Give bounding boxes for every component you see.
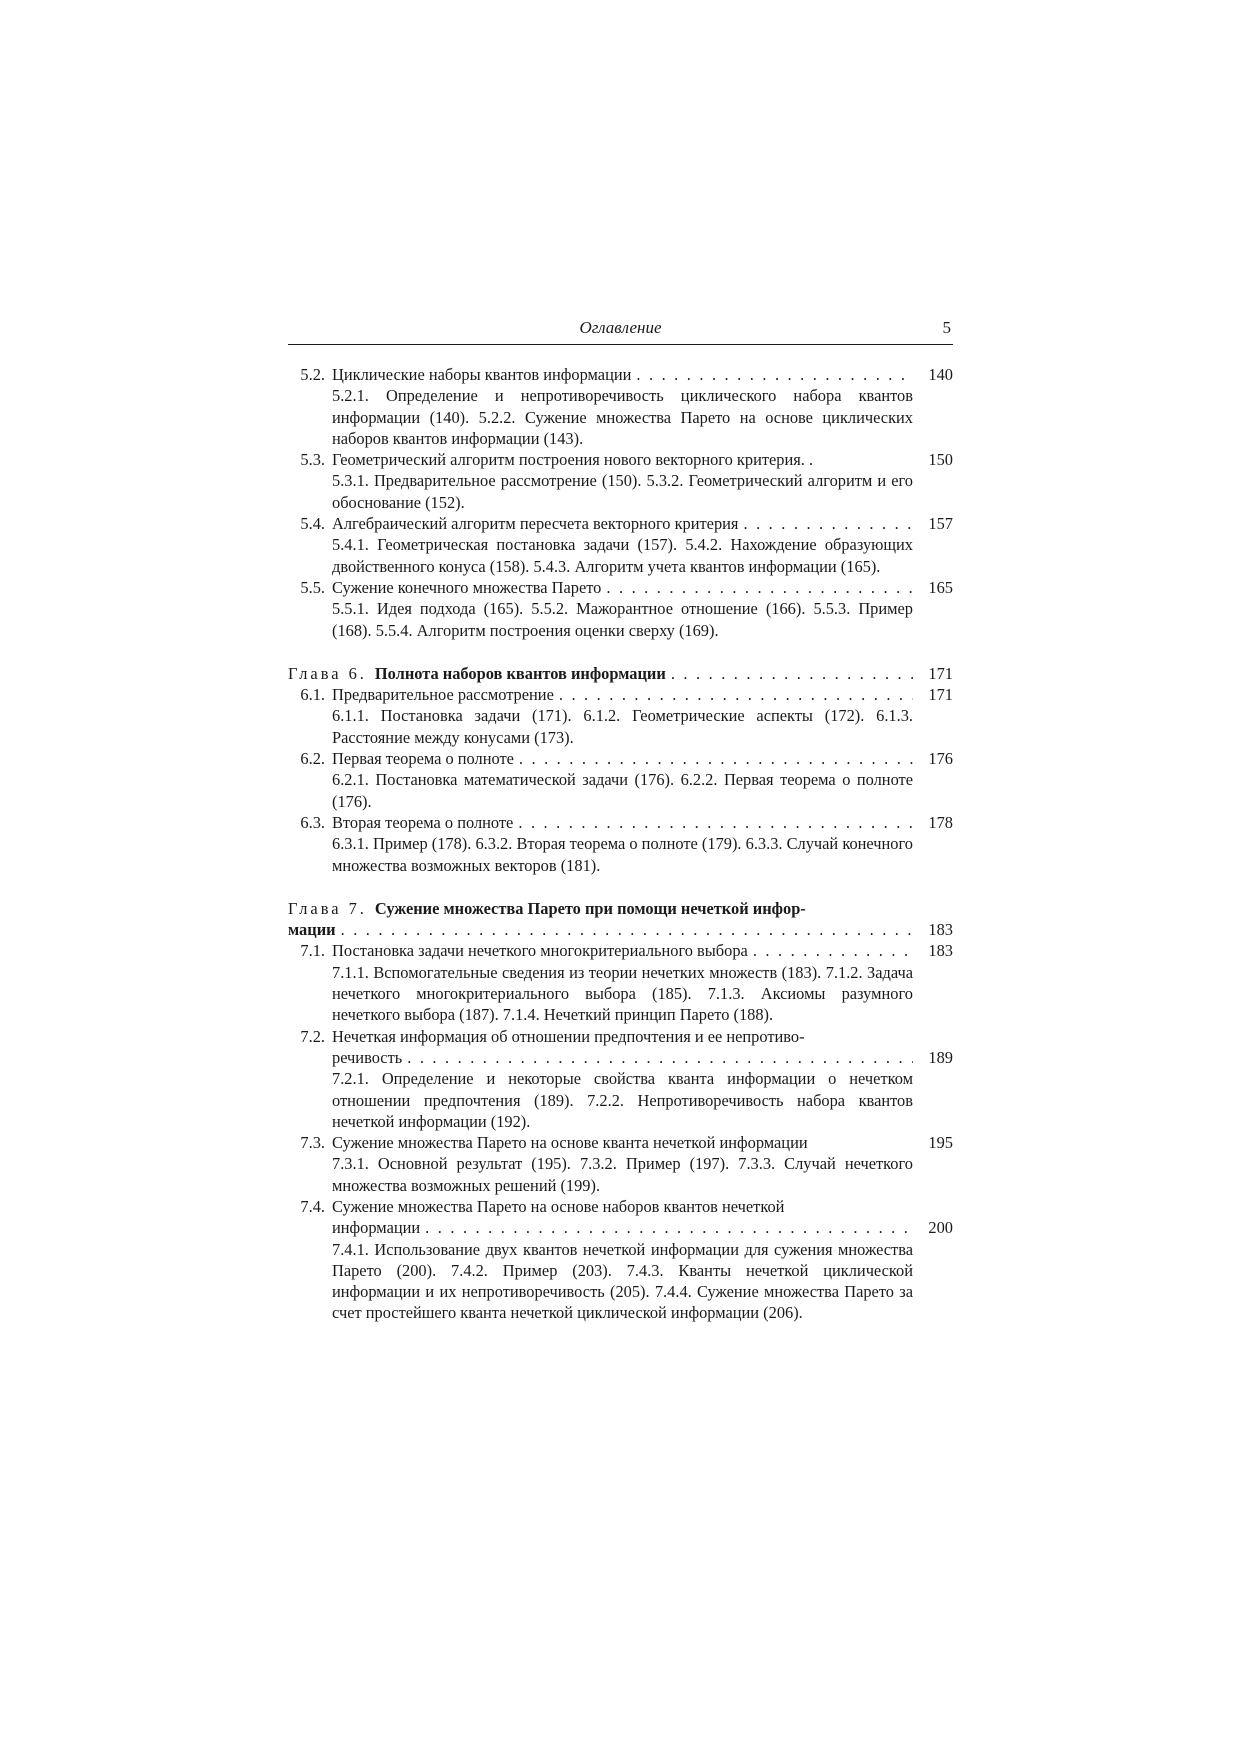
section-number: 6.1. xyxy=(300,685,325,705)
section-number: 5.5. xyxy=(300,577,325,597)
section-page: 183 xyxy=(928,941,953,961)
subsection-list: 7.1.1. Вспомогательные сведения из теории нечетких множеств (183). 7.1.2. Задача нечеткого многокритериального выбора (185). 7.1.3. Аксиомы разумного нечеткого выбора (187). 7.1.4. Нечеткий принцип Парето (188). xyxy=(332,962,913,1025)
section-page: 165 xyxy=(928,577,953,597)
section-title-line2: речивость xyxy=(332,1047,403,1067)
subsection-list: 6.1.1. Постановка задачи (171). 6.1.2. Геометрические аспекты (172). 6.1.3. Расстояние между конусами (173). xyxy=(332,706,913,747)
chapter-title-line2: мации xyxy=(288,920,336,940)
subsection-list: 5.5.1. Идея подхода (165). 5.5.2. Мажорантное отношение (166). 5.5.3. Пример (168). 5.5.4. Алгоритм построения оценки сверху (169). xyxy=(332,599,913,640)
section-title: Постановка задачи нечеткого многокритериального выбора xyxy=(332,941,748,961)
section-title: Алгебраический алгоритм пересчета векторного критерия xyxy=(332,514,739,534)
section-page: 200 xyxy=(928,1218,953,1238)
toc-chapter-7[interactable] xyxy=(288,898,953,941)
toc-page xyxy=(288,318,953,1324)
subsection-list: 5.2.1. Определение и непротиворечивость циклического набора квантов информации (140). 5.2.2. Сужение множества Парето на основе циклических наборов квантов информации (143). xyxy=(332,386,913,448)
section-title: Сужение конечного множества Парето xyxy=(332,577,602,597)
toc-section[interactable] xyxy=(288,1196,953,1324)
header-title: Оглавление xyxy=(579,318,662,337)
subsection-list: 5.4.1. Геометрическая постановка задачи (157). 5.4.2. Нахождение образующих двойственного конуса (158). 5.4.3. Алгоритм учета квантов информации (165). xyxy=(332,535,913,576)
subsection-list: 6.2.1. Постановка математической задачи (176). 6.2.2. Первая теорема о полноте (176). xyxy=(332,770,913,811)
toc-section[interactable] xyxy=(288,513,953,577)
section-page: 178 xyxy=(928,812,953,832)
toc-section[interactable] xyxy=(288,364,953,449)
toc-section[interactable] xyxy=(288,449,953,513)
toc-section[interactable] xyxy=(288,812,953,876)
section-page: 176 xyxy=(928,749,953,769)
section-title: Геометрический алгоритм построения нового векторного критерия. . xyxy=(332,450,814,470)
section-page: 140 xyxy=(928,365,953,384)
chapter-title-line1: Сужение множества Парето при помощи нечеткой инфор- xyxy=(374,898,806,918)
section-title: Циклические наборы квантов информации xyxy=(332,365,632,384)
section-title: Вторая теорема о полноте xyxy=(332,812,514,832)
section-number: 7.2. xyxy=(300,1026,325,1046)
section-title: Предварительное рассмотрение xyxy=(332,685,554,705)
section-title-line1: Нечеткая информация об отношении предпочтения и ее непротиво- xyxy=(332,1026,805,1046)
toc-section[interactable] xyxy=(288,1132,953,1196)
chapter-page: 171 xyxy=(928,663,953,683)
toc-section[interactable] xyxy=(288,577,953,641)
chapter-page: 183 xyxy=(928,920,953,940)
toc-section[interactable] xyxy=(288,684,953,748)
subsection-list: 7.2.1. Определение и некоторые свойства кванта информации о нечетком отношении предпочтения (189). 7.2.2. Непротиворечивость набора квантов нечеткой информации (192). xyxy=(332,1069,913,1131)
chapter-label: Глава 6. xyxy=(288,663,367,683)
section-title: Первая теорема о полноте xyxy=(332,749,514,769)
section-page: 171 xyxy=(928,685,953,705)
chapter-label: Глава 7. xyxy=(288,898,367,918)
subsection-list: 7.3.1. Основной результат (195). 7.3.2. Пример (197). 7.3.3. Случай нечеткого множества возможных решений (199). xyxy=(332,1154,913,1195)
section-page: 189 xyxy=(928,1047,953,1067)
section-number: 5.4. xyxy=(300,514,325,534)
running-header xyxy=(288,318,953,345)
section-number: 5.2. xyxy=(300,365,325,384)
section-page: 195 xyxy=(928,1133,953,1153)
subsection-list: 7.4.1. Использование двух квантов нечеткой информации для сужения множества Парето (200). 7.4.2. Пример (203). 7.4.3. Кванты нечеткой циклической информации и их непротиворечивость (205). 7.4.4. Сужение множества Парето за счет простейшего кванта нечеткой циклической информации (206). xyxy=(332,1239,913,1323)
section-number: 7.4. xyxy=(300,1196,325,1216)
section-number: 6.3. xyxy=(300,812,325,832)
toc-section[interactable] xyxy=(288,748,953,812)
section-page: 157 xyxy=(928,514,953,534)
section-title: Сужение множества Парето на основе кванта нечеткой информации xyxy=(332,1133,808,1153)
chapter-title: Полнота наборов квантов информации xyxy=(374,663,666,683)
toc-chapter-6[interactable] xyxy=(288,663,953,684)
section-number: 7.3. xyxy=(300,1133,325,1153)
section-title-line1: Сужение множества Парето на основе наборов квантов нечеткой xyxy=(332,1196,785,1216)
subsection-list: 5.3.1. Предварительное рассмотрение (150). 5.3.2. Геометрический алгоритм и его обоснование (152). xyxy=(332,471,913,512)
table-of-contents xyxy=(288,364,953,1324)
section-number: 7.1. xyxy=(300,941,325,961)
section-number: 5.3. xyxy=(300,450,325,470)
subsection-list: 6.3.1. Пример (178). 6.3.2. Вторая теорема о полноте (179). 6.3.3. Случай конечного множества возможных векторов (181). xyxy=(332,834,913,875)
section-title-line2: информации xyxy=(332,1218,421,1238)
section-page: 150 xyxy=(928,450,953,470)
toc-section[interactable] xyxy=(288,1026,953,1132)
header-page-number: 5 xyxy=(942,318,951,337)
section-number: 6.2. xyxy=(300,749,325,769)
toc-section[interactable] xyxy=(288,940,953,1025)
